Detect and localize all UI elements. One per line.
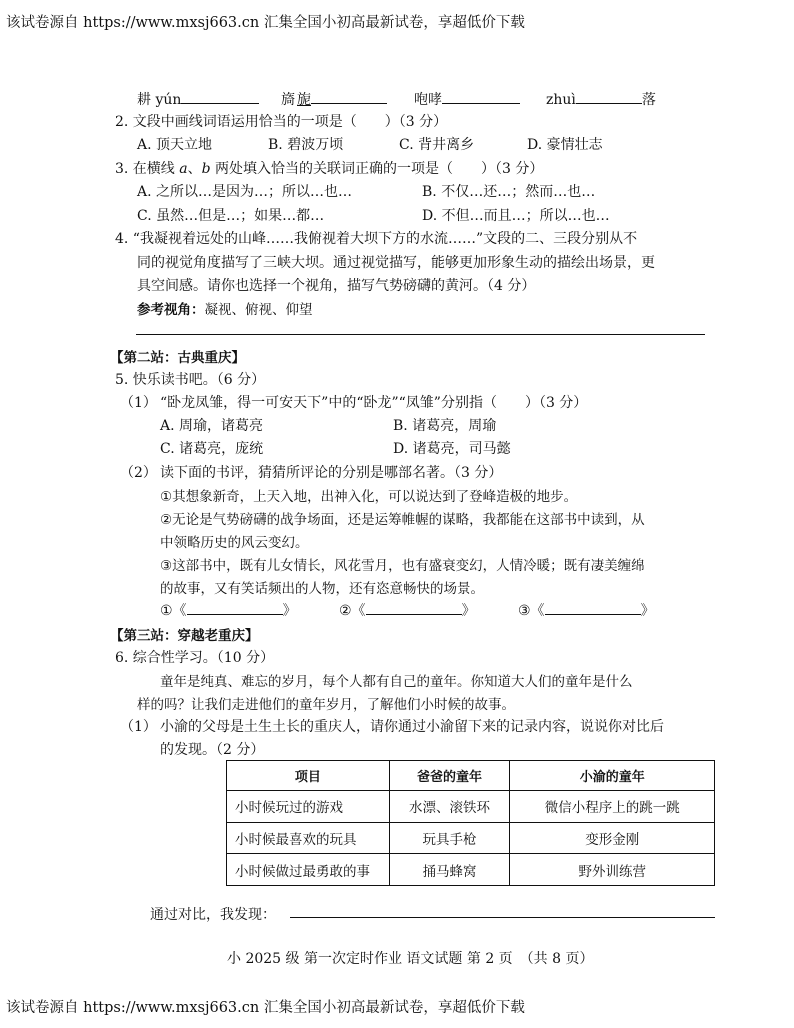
section-3-title: 【第三站：穿越老重庆】 [110,628,259,644]
section-2-title: 【第二站：古典重庆】 [110,350,245,366]
q1-blank-3[interactable] [442,89,520,104]
q3-var-a: a [179,161,188,177]
q3-stem-mid: 、 [187,161,202,177]
q2-option-d: D. 豪情壮志 [527,137,603,153]
q1-word-4 [546,89,656,109]
q5-answer-2-blank[interactable] [366,600,462,615]
q2-option-c: C. 背井离乡 [399,137,475,153]
q6-finding-label: 通过对比，我发现： [150,907,276,923]
q5-p1-option-c: C. 诸葛亮，庞统 [160,441,264,457]
table-cell: 玩具手枪 [389,822,510,854]
q4-line-2: 同的视觉角度描写了三峡大坝。通过视觉描写，能够更加形象生动的描绘出场景，更 [137,255,655,271]
q4-ref-value: 凝视、俯视、仰望 [204,302,313,318]
q3-option-b: B. 不仅…还…；然而…也… [422,184,596,200]
table-cell: 小时候最喜欢的玩具 [227,822,390,854]
q5-ans3-open: ③《 [518,603,545,619]
q5-review-3-line-1: ③这部书中，既有儿女情长，风花雪月，也有盛衰变幻，人情冷暖；既有凄美缠绵 [160,558,645,574]
table-cell: 微信小程序上的跳一跳 [510,791,715,823]
table-cell: 水漂、滚铁环 [389,791,510,823]
q6-finding [150,904,276,924]
q3-var-b: b [201,161,211,177]
q5-answer-3 [518,600,655,620]
q5-stem: 5. 快乐读书吧。（6 分） [115,372,266,388]
q4-line-3: 具空间感。请你也选择一个视角，描写气势磅礴的黄河。（4 分） [137,278,536,294]
q5-review-1: ①其想象新奇，上天入地，出神入化，可以说达到了登峰造极的地步。 [160,489,578,505]
source-header: 该试卷源自 https://www.mxsj663.cn 汇集全国小初高最新试卷，享超低价下载 [6,15,525,31]
q5-ans2-open: ②《 [339,603,366,619]
q4-answer-line[interactable] [136,334,705,335]
q6-intro-line-1: 童年是纯真、难忘的岁月，每个人都有自己的童年。你知道大人们的童年是什么 [160,674,633,690]
q5-p1-option-b: B. 诸葛亮，周瑜 [393,418,497,434]
q1-word-3b: 哮 [428,92,442,108]
q1-word-3 [414,89,520,109]
childhood-record-table [226,760,715,886]
q6-p1-num: （1） [120,719,157,735]
q5-answer-3-blank[interactable] [545,600,641,615]
q1-blank-2[interactable] [311,89,387,104]
q5-review-2-line-2: 中领略历史的风云变幻。 [160,535,309,551]
q5-ans2-close: 》 [461,603,476,619]
q1-word-4b: 落 [641,92,656,108]
q3-option-c: C. 虽然…但是…；如果…都… [137,208,325,224]
q5-p1-option-d: D. 诸葛亮，司马懿 [393,441,511,457]
table-row [227,822,715,854]
table-cell: 小时候做过最勇敢的事 [227,854,390,886]
table-header-dad: 爸爸的童年 [389,761,510,791]
q1-word-1 [137,89,259,109]
table-cell: 捅马蜂窝 [389,854,510,886]
table-header-xiaoyu: 小渝的童年 [510,761,715,791]
q5-p1-text: “卧龙凤雏，得一可安天下”中的“卧龙”“凤雏”分别指（ ）（3 分） [160,395,588,411]
q1-word-1-text: 耕 yún [137,92,182,108]
page-footer-info: 小 2025 级 第一次定时作业 语文试题 第 2 页 （共 8 页） [227,951,594,967]
q5-p2-text: 读下面的书评，猜猜所评论的分别是哪部名著。（3 分） [160,465,503,481]
q1-word-2 [281,89,387,109]
q4-ref-label: 参考视角： [137,302,205,318]
table-cell: 小时候玩过的游戏 [227,791,390,823]
q4-line-1: 4. “我凝视着远处的山峰……我俯视着大坝下方的水流……”文段的二、三段分别从不 [115,231,638,247]
table-cell: 野外训练营 [510,854,715,886]
q6-finding-answer-line[interactable] [290,917,715,918]
q5-review-3-line-2: 的故事，又有笑话频出的人物，还有恣意畅快的场景。 [160,581,484,597]
table-header-row [227,761,715,791]
q1-blank-1[interactable] [181,89,259,104]
source-footer: 该试卷源自 https://www.mxsj663.cn 汇集全国小初高最新试卷，享超低价下载 [6,1000,525,1016]
q6-p1-line-2: 的发现。（2 分） [160,742,265,758]
q2-option-b: B. 碧波万顷 [268,137,344,153]
table-header-item: 项目 [227,761,390,791]
q6-intro-line-2: 样的吗？让我们走进他们的童年岁月，了解他们小时候的故事。 [137,697,515,713]
q1-blank-4[interactable] [576,89,642,104]
q1-word-3a: 咆 [414,92,428,108]
q5-p2-num: （2） [120,465,157,481]
q5-ans1-open: ①《 [160,603,187,619]
q5-answer-1-blank[interactable] [187,600,283,615]
q5-answer-2 [339,600,476,620]
q1-word-4a: zhuì [546,92,576,108]
table-row [227,854,715,886]
q5-review-2-line-1: ②无论是气势磅礴的战争场面，还是运筹帷幄的谋略，我都能在这部书中读到，从 [160,512,645,528]
q3-stem-pre: 3. 在横线 [115,161,180,177]
q5-answer-1 [160,600,297,620]
q5-p1-num: （1） [120,395,157,411]
table-row [227,791,715,823]
q3-stem [115,158,543,178]
q2-stem: 2. 文段中画线词语运用恰当的一项是（ ）（3 分） [115,114,448,130]
q1-word-2b: 旎 [297,92,311,108]
q5-p1-option-a: A. 周瑜，诸葛亮 [160,418,264,434]
q3-option-a: A. 之所以…是因为…；所以…也… [137,184,353,200]
q2-option-a: A. 顶天立地 [137,137,213,153]
q3-stem-post: 两处填入恰当的关联词正确的一项是（ ）（3 分） [210,161,544,177]
q6-p1-line-1: 小渝的父母是土生土长的重庆人，请你通过小渝留下来的记录内容，说说你对比后 [160,719,664,735]
q1-word-2a: 旖 [281,92,295,108]
q6-stem: 6. 综合性学习。（10 分） [115,650,275,666]
q3-option-d: D. 不但…而且…；所以…也… [422,208,610,224]
q5-ans3-close: 》 [640,603,655,619]
q5-ans1-close: 》 [282,603,297,619]
q4-reference [137,298,313,318]
table-cell: 变形金刚 [510,822,715,854]
